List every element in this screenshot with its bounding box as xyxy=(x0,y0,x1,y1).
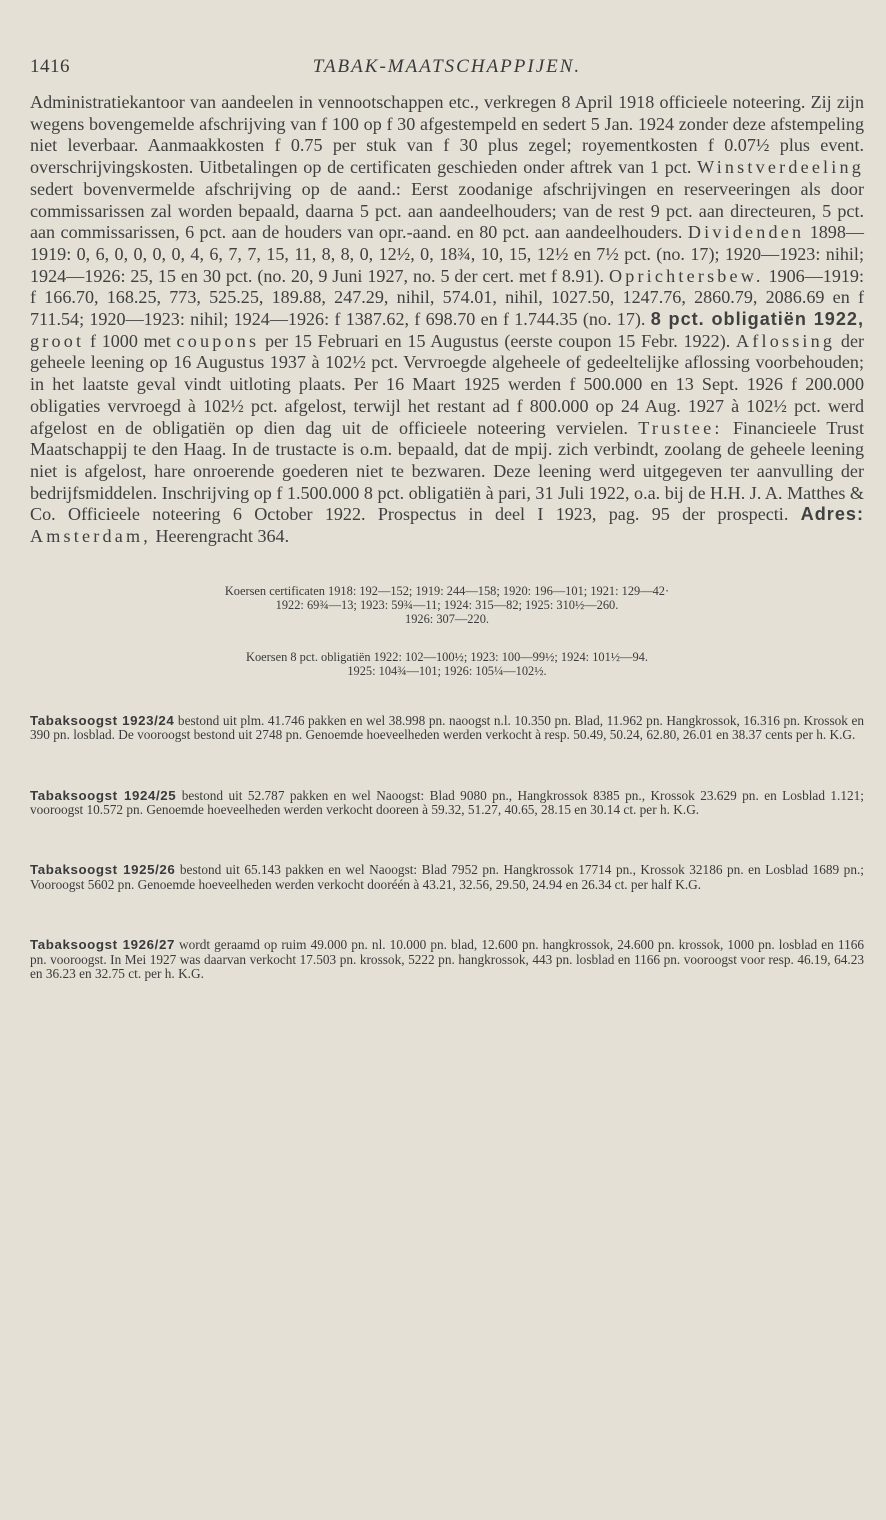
trustee-label: Trustee: xyxy=(638,417,723,438)
oprichtersbewijzen-label: Oprichtersbew. xyxy=(608,265,764,286)
dividenden-text: 1898—1919: 0, 6, 0, 0, 0, 0, 4, 6, 7, 7, 15, 11, 8, 8, 0, 12½, 0, 18¾, 10, 15, 12½ en 7½ pct. (no. 17); 1920—1923: nihil; 1924—1926: 25, 15 en 30 pct. (no. 20, 9 Juni 1927, no. 5 der cert. met f 8.91). xyxy=(30,222,864,286)
intro-text: Administratiekantoor van aandeelen in vennootschappen etc., verkregen 8 April 1918 officieele noteering. Zij zijn wegens bovengemelde afschrijving van f 100 op f 30 afgestempeld en sedert 5 Jan. 1924 zonder deze afstempeling niet leverbaar. Aanmaakkosten f 0.75 per stuk van f 30 plus zegel; royementkosten f 0.07½ plus event. overschrijvingskosten. Uitbetalingen op de certificaten geschieden onder aftrek van 1 pct. xyxy=(30,92,864,178)
page-number: 1416 xyxy=(30,56,70,77)
adres-city: Amsterdam, xyxy=(30,526,151,547)
running-title: TABAK-MAATSCHAPPIJEN. xyxy=(312,56,582,77)
adres-label: Adres: xyxy=(800,504,864,525)
oogst-text: bestond uit 52.787 pakken en wel Naoogst: Blad 9080 pn., Hangkrossok 8385 pn., Krossok 23.629 pn. en Losblad 1.121; vooroogst 10.572 pn. Genoemde hoeveelheden werden verkocht dooreen à 59.32, 51.27, 40.65, 28.15 en 30.14 ct. per h. K.G. xyxy=(30,787,865,817)
trustee-text: Financieele Trust Maatschappij te den Haag. In de trustacte is o.m. bepaald, dat de mpij. zich verbindt, zoolang de geheele leening niet is afgelost, hare onroerende goederen niet te bezwaren. Deze leening werd uitgegeven ter aanvulling der bedrijfsmiddelen. Inschrijving op f 1.500.000 8 pct. obligatiën à pari, 31 Juli 1922, o.a. bij de H.H. J. A. Matthes & Co. Officieele noteering 6 October 1922. Prospectus in deel I 1923, pag. 95 der prospecti. xyxy=(30,417,864,525)
koersen-cert-line: 1922: 69¾—13; 1923: 59¾—11; 1924: 315—82; 1925: 310½—260. xyxy=(275,597,619,612)
tabaksoogst-1925-26 xyxy=(30,863,864,892)
tabaksoogst-1923-24 xyxy=(30,714,864,743)
koersen-certificaten xyxy=(30,584,864,626)
tabaksoogst-1924-25 xyxy=(30,789,864,818)
koersen-obligaties xyxy=(30,650,864,678)
oogst-text: bestond uit 65.143 pakken en wel Naoogst: Blad 7952 pn. Hangkrossok 17714 pn., Krossok 32186 pn. en Losblad 1689 pn.; Vooroogst 5602 pn. Genoemde hoeveelheden werden verkocht dooréén à 43.21, 32.56, 29.50, 24.94 en 26.34 ct. per half K.G. xyxy=(30,862,865,892)
oogst-heading: Tabaksoogst 1926/27 xyxy=(30,937,175,953)
koersen-obl-line: Koersen 8 pct. obligatiën 1922: 102—100½; 1923: 100—99½; 1924: 101½—94. xyxy=(246,649,648,664)
obligaties-text-1: f 1000 met xyxy=(89,330,171,351)
koersen-cert-line: Koersen certificaten 1918: 192—152; 1919: 244—158; 1920: 196—101; 1921: 129—42· xyxy=(224,583,670,598)
main-paragraph xyxy=(30,92,864,548)
page-header xyxy=(30,56,864,92)
winstverdeeling-label: Winstverdeeling xyxy=(697,157,864,178)
aflossing-text: der geheele leening op 16 Augustus 1937 à 102½ pct. Vervroegde algeheele of gedeeltelijke aflossing voorbehouden; in het laatste geval vindt uitloting plaats. Per 16 Maart 1925 werden f 500.000 en 13 Sept. 1926 f 200.000 obligaties vervroegd à 102½ pct. afgelost, terwijl het restant ad f 800.000 op 24 Aug. 1927 à 102½ pct. werd afgelost en de obligatiën op dien dag uit de officieele noteering vervielen. xyxy=(30,330,864,438)
oogst-heading: Tabaksoogst 1925/26 xyxy=(30,862,176,878)
aflossing-label: Aflossing xyxy=(735,330,836,351)
tabaksoogst-1926-27 xyxy=(30,938,864,981)
oogst-heading: Tabaksoogst 1923/24 xyxy=(30,712,175,728)
oogst-heading: Tabaksoogst 1924/25 xyxy=(30,787,177,803)
obligaties-heading: 8 pct. obligatiën 1922, xyxy=(650,309,864,330)
oogst-text: bestond uit plm. 41.746 pakken en wel 38.998 pn. naoogst n.l. 10.350 pn. Blad, 11.962 pn. Hangkrossok, 16.316 pn. Krossok en 390 pn. losblad. De vooroogst bestond uit 2748 pn. Genoemde hoeveelheden werden verkocht à resp. 50.49, 50.24, 62.80, 26.01 en 38.37 cents per h. K.G. xyxy=(30,712,864,743)
dividenden-label: Dividenden xyxy=(687,222,805,243)
koersen-cert-line: 1926: 307—220. xyxy=(405,611,489,626)
adres-text: Heerengracht 364. xyxy=(155,526,290,547)
coupons-label: coupons xyxy=(176,330,260,351)
oogst-text: wordt geraamd op ruim 49.000 pn. nl. 10.000 pn. blad, 12.600 pn. hangkrossok, 24.600 pn. krossok, 1000 pn. losblad en 1166 pn. vooroogst. In Mei 1927 was daarvan verkocht 17.503 pn. krossok, 5222 pn. hangkrossok, 443 pn. losblad en 1166 pn. vooroogst voor resp. 46.19, 64.23 en 36.23 en 32.75 ct. per h. K.G. xyxy=(30,937,865,982)
oprichtersbewijzen-text: 1906—1919: f 166.70, 168.25, 773, 525.25, 189.88, 247.29, nihil, 574.01, nihil, 1027.50, 1247.76, 2860.79, 2086.69 en f 711.54; 1920—1923: nihil; 1924—1926: f 1387.62, f 698.70 en f 1.744.35 (no. 17). xyxy=(30,265,864,330)
obligaties-text-2: per 15 Februari en 15 Augustus (eerste coupon 15 Febr. 1922). xyxy=(264,330,731,351)
winstverdeeling-text: sedert bovenvermelde afschrijving op de aand.: Eerst zoodanige afschrijvingen en reserveeringen als door commissarissen zal worden bepaald, daarna 5 pct. aan aandeelhouders; van de rest 9 pct. aan directeuren, 5 pct. aan commissarissen, 6 pct. aan de houders van opr.-aand. en 80 pct. aan aandeelhouders. xyxy=(30,178,864,243)
groot-label: groot xyxy=(30,330,85,351)
koersen-obl-line: 1925: 104¾—101; 1926: 105¼—102½. xyxy=(347,663,547,678)
